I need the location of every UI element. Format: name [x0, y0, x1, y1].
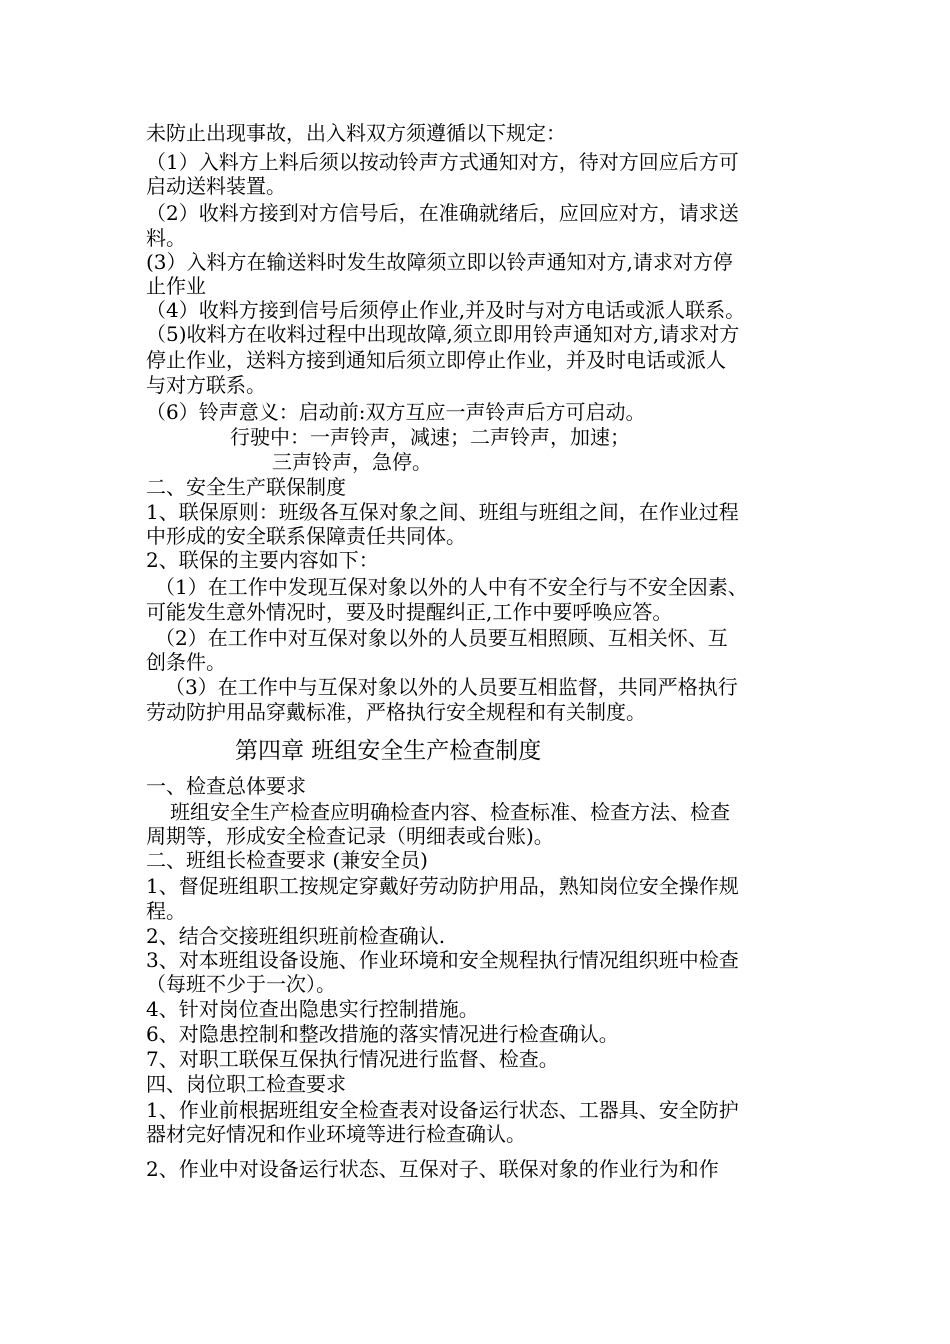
text-line: (3）入料方在输送料时发生故障须立即以铃声通知对方,请求对方停 — [146, 250, 733, 274]
text-line: 行驶中：一声铃声，减速；二声铃声，加速； — [230, 425, 630, 449]
text-line: 启动送料装置。 — [146, 174, 286, 198]
text-line: 1、作业前根据班组安全检查表对设备运行状态、工器具、安全防护 — [146, 1098, 739, 1122]
text-line: 止作业 — [146, 274, 206, 298]
text-line: 中形成的安全联系保障责任共同体。 — [146, 524, 466, 548]
text-line: （5)收料方在收料过程中出现故障,须立即用铃声通知对方,请求对方 — [146, 322, 740, 346]
text-line: 2、作业中对设备运行状态、互保对子、联保对象的作业行为和作 — [146, 1157, 719, 1181]
text-line: 2、结合交接班组织班前检查确认. — [146, 924, 446, 948]
text-line: （1）在工作中发现互保对象以外的人中有不安全行与不安全因素、 — [155, 575, 748, 599]
section-heading: 一、检查总体要求 — [146, 774, 306, 798]
text-line: 劳动防护用品穿戴标准，严格执行安全规程和有关制度。 — [146, 700, 646, 724]
section-heading: 二、安全生产联保制度 — [146, 475, 346, 499]
text-line: 三声铃声，急停。 — [272, 450, 432, 474]
text-line: 周期等，形成安全检查记录（明细表或台账)。 — [146, 824, 554, 848]
text-line: 料。 — [146, 226, 186, 250]
text-line: （3）在工作中与互保对象以外的人员要互相监督，共同严格执行 — [165, 675, 738, 699]
text-line: 2、联保的主要内容如下： — [146, 548, 379, 572]
text-line: （2）收料方接到对方信号后，在准确就绪后，应回应对方，请求送 — [146, 201, 739, 225]
section-heading: 二、班组长检查要求 (兼安全员) — [146, 848, 428, 872]
text-line: （2）在工作中对互保对象以外的人员要互相照顾、互相关怀、互 — [155, 626, 728, 650]
text-line: （6）铃声意义：启动前:双方互应一声铃声后方可启动。 — [146, 400, 646, 424]
chapter-title: 第四章 班组安全生产检查制度 — [235, 738, 542, 764]
text-line: 停止作业，送料方接到通知后须立即停止作业，并及时电话或派人 — [146, 348, 726, 372]
text-line: （4）收料方接到信号后须停止作业,并及时与对方电话或派人联系。 — [146, 298, 746, 322]
text-line: 3、对本班组设备设施、作业环境和安全规程执行情况组织班中检查 — [146, 948, 739, 972]
text-line: 未防止出现事故，出入料双方须遵循以下规定： — [146, 121, 566, 145]
text-line: 班组安全生产检查应明确检查内容、检查标准、检查方法、检查 — [170, 800, 730, 824]
text-line: 与对方联系。 — [146, 373, 266, 397]
text-line: （每班不少于一次）。 — [146, 972, 336, 996]
text-line: 4、针对岗位查出隐患实行控制措施。 — [146, 997, 479, 1021]
text-line: （1）入料方上料后须以按动铃声方式通知对方，待对方回应后方可 — [146, 150, 739, 174]
text-line: 7、对职工联保互保执行情况进行监督、检查。 — [146, 1047, 559, 1071]
text-line: 1、督促班组职工按规定穿戴好劳动防护用品，熟知岗位安全操作规 — [146, 874, 739, 898]
text-line: 器材完好情况和作业环境等进行检查确认。 — [146, 1122, 526, 1146]
text-line: 6、对隐患控制和整改措施的落实情况进行检查确认。 — [146, 1022, 619, 1046]
section-heading: 四、岗位职工检查要求 — [146, 1072, 346, 1096]
text-line: 可能发生意外情况时，要及时提醒纠正,工作中要呼唤应答。 — [146, 600, 673, 624]
text-line: 创条件。 — [146, 650, 226, 674]
text-line: 程。 — [146, 899, 186, 923]
text-line: 1、联保原则：班级各互保对象之间、班组与班组之间，在作业过程 — [146, 500, 739, 524]
